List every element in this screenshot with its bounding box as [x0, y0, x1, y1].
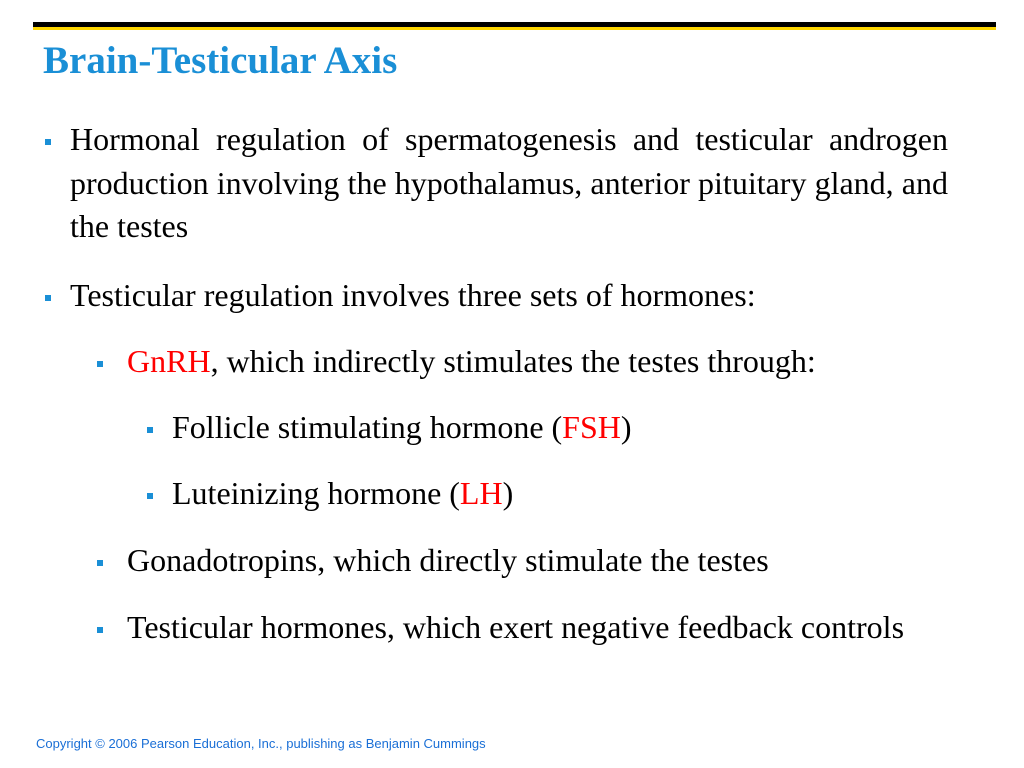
bullet-text-post: ) [620, 409, 632, 445]
square-bullet-icon [97, 627, 103, 633]
bullet-text [127, 340, 948, 384]
bullet-text-rest: , which indirectly stimulates the testes through: [210, 343, 816, 379]
square-bullet-icon [45, 295, 51, 301]
slide-title: Brain-Testicular Axis [43, 39, 398, 82]
bullet-text [172, 406, 948, 450]
bullet-item-gonadotropins [127, 539, 948, 583]
bullet-item-lh [172, 472, 948, 516]
bullet-item-testicular-hormones [127, 606, 948, 650]
bullet-text-pre: Follicle stimulating hormone ( [172, 409, 563, 445]
square-bullet-icon [45, 139, 51, 145]
bullet-item-gnrh [127, 340, 948, 384]
copyright-footer: Copyright © 2006 Pearson Education, Inc., publishing as Benjamin Cummings [36, 736, 486, 751]
square-bullet-icon [147, 493, 153, 499]
hormone-term-gnrh: GnRH [127, 343, 211, 379]
square-bullet-icon [97, 361, 103, 367]
bullet-text: Gonadotropins, which directly stimulate the testes [127, 542, 769, 578]
square-bullet-icon [97, 560, 103, 566]
bullet-item-fsh [172, 406, 948, 450]
hormone-term-lh: LH [459, 475, 503, 511]
bullet-text: Testicular regulation involves three sets of hormones: [70, 277, 756, 313]
hormone-term-fsh: FSH [562, 409, 621, 445]
bullet-text-post: ) [502, 475, 514, 511]
bullet-item-hormonal-regulation [70, 118, 948, 249]
bullet-text: Testicular hormones, which exert negative feedback controls [127, 609, 905, 645]
bullet-item-testicular-regulation [70, 274, 948, 318]
square-bullet-icon [147, 427, 153, 433]
bullet-text [172, 472, 948, 516]
bullet-text-pre: Luteinizing hormone ( [172, 475, 460, 511]
bullet-text: Hormonal regulation of spermatogenesis and testicular androgen production involving the hypothalamus, anterior pituitary gland, and the testes [70, 121, 948, 244]
